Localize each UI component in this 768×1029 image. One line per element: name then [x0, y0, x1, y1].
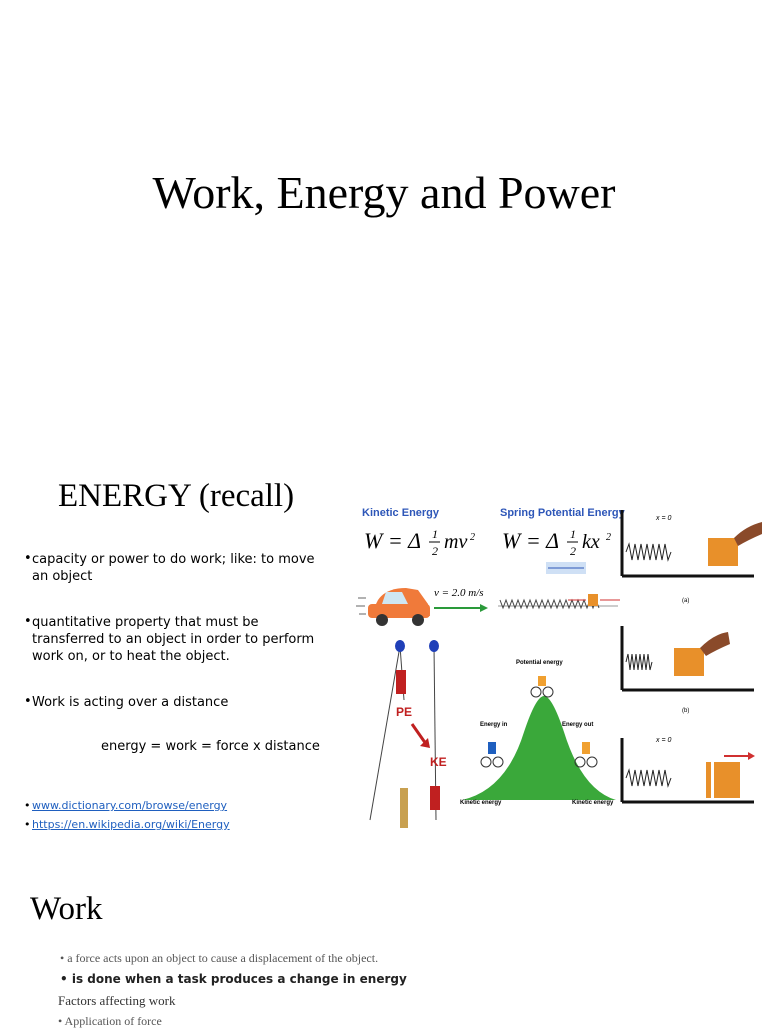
- work-line: Factors affecting work: [58, 993, 176, 1008]
- svg-text:Energy out: Energy out: [562, 722, 594, 728]
- work-line: • Application of force: [58, 1014, 162, 1028]
- link-dictionary[interactable]: • www.dictionary.com/browse/energy: [24, 799, 228, 812]
- svg-text:2: 2: [570, 544, 576, 558]
- svg-text:Kinetic energy: Kinetic energy: [460, 800, 502, 806]
- bullet-item: • Work is acting over a distance: [24, 694, 229, 710]
- svg-text:2: 2: [432, 544, 438, 558]
- panel-c: [622, 737, 755, 802]
- arrow-icon: [434, 604, 488, 612]
- svg-text:x = 0: x = 0: [656, 737, 672, 744]
- svg-text:Energy in: Energy in: [480, 722, 508, 728]
- panel-a: [622, 510, 762, 604]
- pendulum-image: [370, 640, 447, 828]
- slide-title: Work, Energy and Power: [152, 167, 616, 218]
- work-line: • is done when a task produces a change in energy: [60, 972, 407, 986]
- svg-text:mv: mv: [444, 531, 468, 553]
- svg-text:x = 0: x = 0: [656, 515, 672, 522]
- work-heading: Work: [30, 891, 103, 927]
- work-line: • a force acts upon an object to cause a displacement of the object.: [60, 951, 379, 965]
- pe-label: PE: [396, 705, 413, 719]
- svg-text:1: 1: [570, 527, 576, 541]
- svg-text:2: 2: [470, 532, 475, 543]
- bullet-item: • capacity or power to do work; like: to move an object: [24, 551, 315, 584]
- speed-label: v = 2.0 m/s: [434, 587, 484, 599]
- energy-heading: ENERGY (recall): [58, 478, 295, 514]
- svg-text:kx: kx: [582, 531, 600, 553]
- svg-text:W = Δ: W = Δ: [364, 528, 422, 553]
- kinetic-formula: [364, 527, 475, 558]
- svg-text:2: 2: [606, 532, 611, 543]
- bullet-item: • quantitative property that must be transferred to an object in order to perform work on, or to heat the object.: [24, 614, 315, 664]
- spring-diagram: [498, 562, 620, 608]
- ke-label: KE: [430, 755, 447, 769]
- svg-text:(b): (b): [682, 708, 690, 714]
- hill-diagram: [460, 660, 616, 806]
- svg-text:(a): (a): [682, 598, 690, 604]
- link-wikipedia[interactable]: • https://en.wikipedia.org/wiki/Energy: [24, 818, 230, 831]
- energy-figure: [356, 500, 766, 840]
- car-image: [356, 588, 430, 626]
- svg-text:W = Δ: W = Δ: [502, 528, 560, 553]
- kinetic-energy-label: Kinetic Energy: [362, 507, 440, 519]
- svg-text:Kinetic energy: Kinetic energy: [572, 800, 614, 806]
- energy-formula: energy = work = force x distance: [101, 739, 320, 754]
- spring-formula: [502, 527, 611, 558]
- svg-text:1: 1: [432, 527, 438, 541]
- spring-energy-label: Spring Potential Energy: [500, 507, 625, 519]
- svg-text:Potential energy: Potential energy: [516, 660, 563, 666]
- panel-b: [622, 626, 754, 714]
